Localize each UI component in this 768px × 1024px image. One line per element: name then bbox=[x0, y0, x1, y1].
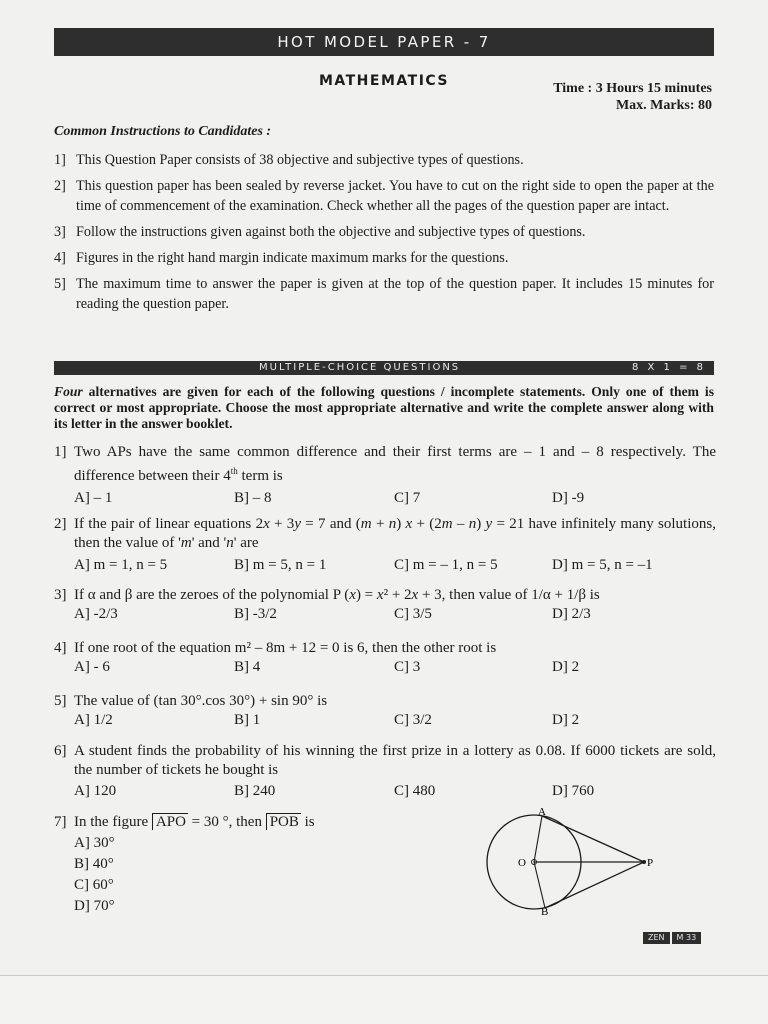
question-3: 3] If α and β are the zeroes of the polynomial P (x) = x² + 2x + 3, then value of 1/α + 1/β is A] -2/3 B] -3/2 C] 3/5 D] 2/3 bbox=[54, 586, 716, 625]
option-a: A] - 6 bbox=[74, 659, 110, 675]
question-text: Two APs have the same common difference and their first terms are – 1 and – 8 respectively. The difference between their 4th term is bbox=[74, 444, 716, 484]
tangent-pb bbox=[545, 862, 644, 908]
radius-oa bbox=[534, 816, 542, 862]
option-c: C] m = – 1, n = 5 bbox=[394, 557, 498, 573]
question-4: 4] If one root of the equation m² – 8m + 12 = 0 is 6, then the other root is A] - 6 B] 4 C] 3 D] 2 bbox=[54, 639, 716, 678]
option-a: A] 1/2 bbox=[74, 712, 113, 728]
option-a: A] 120 bbox=[74, 783, 117, 799]
point-p bbox=[642, 860, 646, 864]
angle-apo: APO bbox=[152, 813, 188, 830]
option-d: D] 2 bbox=[552, 659, 580, 675]
option-a: A] m = 1, n = 5 bbox=[74, 557, 168, 573]
option-b: B] -3/2 bbox=[234, 606, 277, 622]
instruction-item: 1] This Question Paper consists of 38 objective and subjective types of questions. bbox=[54, 152, 524, 168]
exam-info bbox=[553, 80, 712, 114]
subject-title: MATHEMATICS bbox=[318, 73, 450, 89]
question-text: The value of (tan 30°.cos 30°) + sin 90° is bbox=[74, 693, 328, 709]
tangent-pa bbox=[542, 816, 644, 862]
instruction-item: 4] Figures in the right hand margin indicate maximum marks for the questions. bbox=[54, 250, 509, 266]
option-b: B] 40° bbox=[74, 856, 114, 872]
option-d: D] 2/3 bbox=[552, 606, 591, 622]
option-d: D] -9 bbox=[552, 490, 585, 506]
mcq-section-label: MULTIPLE-CHOICE QUESTIONS bbox=[259, 362, 461, 373]
mcq-directions: Four alternatives are given for each of the following questions / incomplete statements. Only one of them is correct or most appropriate. Choose the most appropriate alternative and write the complete answer along with its letter in the answer booklet. bbox=[54, 384, 714, 431]
option-c: C] 3/2 bbox=[394, 712, 432, 728]
max-marks: Max. Marks: 80 bbox=[615, 98, 712, 113]
label-p: P bbox=[647, 857, 654, 869]
question-6: 6] A student finds the probability of his winning the first prize in a lottery as 0.08. If 6000 tickets are sold, the number of tickets he bought is A] 120 B] 240 C] 480 D] 760 bbox=[54, 743, 716, 799]
label-a: A bbox=[538, 806, 546, 818]
option-d: D] 70° bbox=[74, 898, 115, 914]
option-c: C] 3 bbox=[394, 659, 421, 675]
instruction-item: 3] Follow the instructions given against both the objective and subjective types of questions. bbox=[54, 224, 586, 240]
paper-title-banner: HOT MODEL PAPER - 7 bbox=[54, 28, 714, 56]
radius-ob bbox=[534, 862, 545, 908]
question-text: If one root of the equation m² – 8m + 12 = 0 is 6, then the other root is bbox=[74, 640, 497, 656]
question-text: If α and β are the zeroes of the polynomial P (x) = x² + 2x + 3, then value of 1/α + 1/β is bbox=[74, 587, 600, 603]
option-c: C] 60° bbox=[74, 877, 114, 893]
option-b: B] 1 bbox=[234, 712, 261, 728]
option-a: A] – 1 bbox=[74, 490, 113, 506]
option-b: B] m = 5, n = 1 bbox=[234, 557, 327, 573]
label-o: O bbox=[518, 857, 526, 869]
page-tag bbox=[643, 932, 703, 944]
option-b: B] 240 bbox=[234, 783, 276, 799]
option-b: B] 4 bbox=[234, 659, 261, 675]
option-d: D] m = 5, n = –1 bbox=[552, 557, 653, 573]
option-c: C] 3/5 bbox=[394, 606, 432, 622]
question-1: 1] Two APs have the same common difference and their first terms are – 1 and – 8 respectively. The difference between their 4th term is A] – 1 B] – 8 C] 7 D] -9 bbox=[54, 444, 716, 506]
question-2: 2] If the pair of linear equations 2x + 3y = 7 and (m + n) x + (2m – n) y = 21 have infinitely many solutions, then the value of 'm' and 'n' are A] m = 1, n = 5 B] m = 5, n = 1 C] m = – 1, n = 5 D] m = 5, n = –1 bbox=[54, 516, 716, 573]
option-c: C] 480 bbox=[394, 783, 436, 799]
mcq-section-bar bbox=[54, 361, 714, 375]
time-allowed: Time : 3 Hours 15 minutes bbox=[553, 81, 712, 96]
option-d: D] 2 bbox=[552, 712, 580, 728]
publisher-tag: ZEN bbox=[643, 932, 670, 944]
angle-pob: POB bbox=[266, 813, 301, 830]
option-c: C] 7 bbox=[394, 490, 421, 506]
label-b: B bbox=[541, 906, 549, 916]
option-b: B] – 8 bbox=[234, 490, 272, 506]
question-5: 5] The value of (tan 30°.cos 30°) + sin 90° is A] 1/2 B] 1 C] 3/2 D] 2 bbox=[54, 692, 716, 731]
instructions-title: Common Instructions to Candidates : bbox=[54, 124, 272, 139]
option-d: D] 760 bbox=[552, 783, 595, 799]
mcq-section-marks: 8 X 1 = 8 bbox=[631, 362, 706, 373]
tangent-circle-figure bbox=[452, 806, 662, 916]
option-a: A] -2/3 bbox=[74, 606, 118, 622]
instruction-item: 5] The maximum time to answer the paper is given at the top of the question paper. It includes 15 minutes for reading the question paper. bbox=[54, 276, 714, 312]
instructions-list bbox=[54, 150, 714, 320]
question-text: In the figure APO = 30 °, then POB is bbox=[74, 814, 315, 830]
question-text: A student finds the probability of his winning the first prize in a lottery as 0.08. If 6000 tickets are sold, the number of tickets he bought is bbox=[74, 743, 716, 778]
question-7: 7] In the figure APO = 30 °, then POB is A] 30° B] 40° C] 60° D] 70° bbox=[54, 813, 444, 918]
instruction-item: 2] This question paper has been sealed by reverse jacket. You have to cut on the right side to open the paper at the time of commencement of the examination. Check whether all the pages of the question paper are intact. bbox=[54, 178, 714, 214]
option-a: A] 30° bbox=[74, 835, 115, 851]
page-code: M 33 bbox=[672, 932, 702, 944]
question-text: If the pair of linear equations 2x + 3y = 7 and (m + n) x + (2m – n) y = 21 have infinitely many solutions, then the value of 'm' and 'n' are bbox=[74, 516, 716, 551]
